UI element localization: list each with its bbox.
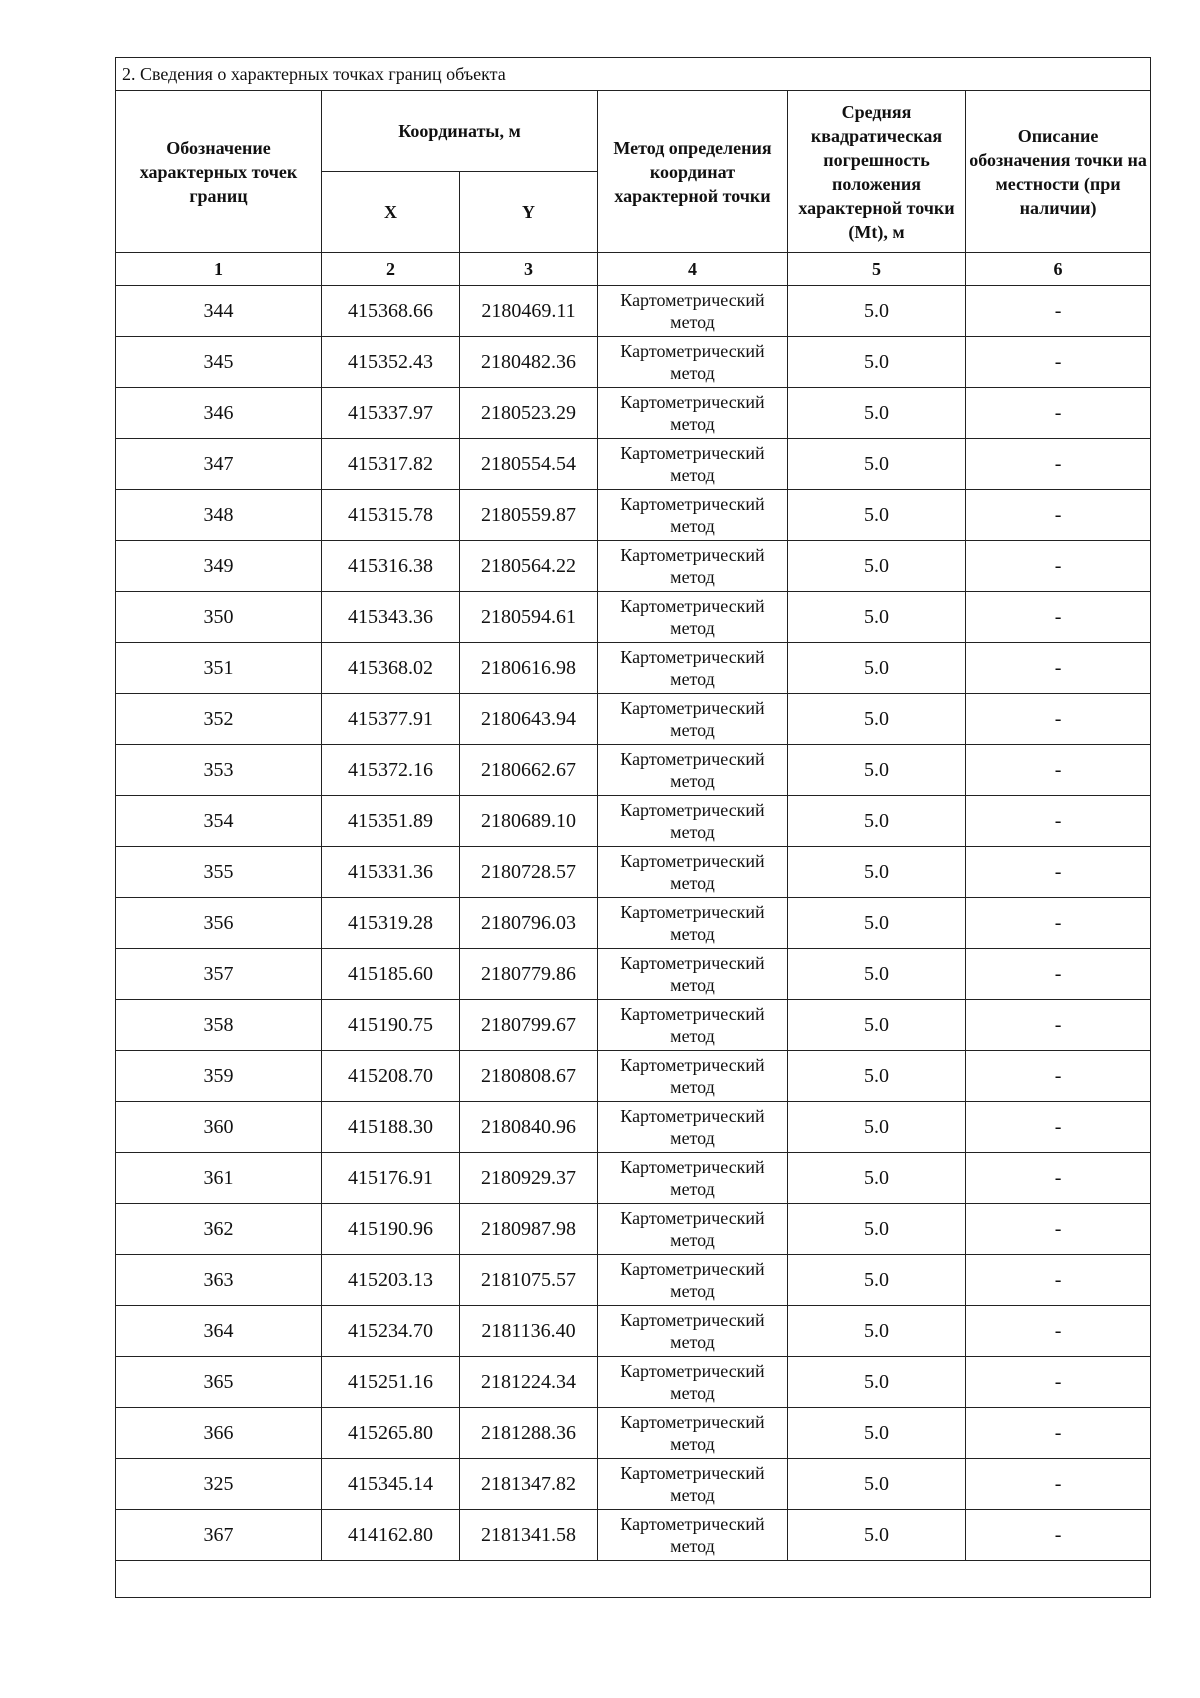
table-row [116, 388, 1151, 439]
y-coordinate-cell: 2180929.37 [460, 1153, 598, 1204]
table-row [116, 490, 1151, 541]
point-cell: 325 [116, 1459, 322, 1510]
point-cell: 347 [116, 439, 322, 490]
error-cell: 5.0 [788, 541, 966, 592]
y-coordinate-cell: 2180799.67 [460, 1000, 598, 1051]
description-cell: - [966, 1408, 1151, 1459]
x-coordinate-cell: 415316.38 [322, 541, 460, 592]
x-coordinate-cell: 415317.82 [322, 439, 460, 490]
empty-footer-row [116, 1561, 1151, 1598]
header-error: Средняя квадратическая погрешность положения характерной точки (Mt), м [788, 91, 966, 253]
method-cell: Картометрический метод [598, 1408, 788, 1459]
point-cell: 364 [116, 1306, 322, 1357]
table-row [116, 898, 1151, 949]
error-cell: 5.0 [788, 796, 966, 847]
y-coordinate-cell: 2180594.61 [460, 592, 598, 643]
method-cell: Картометрический метод [598, 1510, 788, 1561]
point-cell: 359 [116, 1051, 322, 1102]
error-cell: 5.0 [788, 1357, 966, 1408]
error-cell: 5.0 [788, 1000, 966, 1051]
x-coordinate-cell: 415265.80 [322, 1408, 460, 1459]
x-coordinate-cell: 415208.70 [322, 1051, 460, 1102]
method-cell: Картометрический метод [598, 643, 788, 694]
boundary-points-table [115, 57, 1151, 1598]
method-cell: Картометрический метод [598, 286, 788, 337]
table-row [116, 1051, 1151, 1102]
y-coordinate-cell: 2180559.87 [460, 490, 598, 541]
y-coordinate-cell: 2180662.67 [460, 745, 598, 796]
table-row [116, 949, 1151, 1000]
method-cell: Картометрический метод [598, 592, 788, 643]
table-row [116, 1306, 1151, 1357]
x-coordinate-cell: 415319.28 [322, 898, 460, 949]
column-number: 3 [460, 253, 598, 286]
method-cell: Картометрический метод [598, 1357, 788, 1408]
error-cell: 5.0 [788, 286, 966, 337]
x-coordinate-cell: 415352.43 [322, 337, 460, 388]
point-cell: 350 [116, 592, 322, 643]
document-page [115, 57, 1150, 1598]
method-cell: Картометрический метод [598, 388, 788, 439]
y-coordinate-cell: 2180796.03 [460, 898, 598, 949]
method-cell: Картометрический метод [598, 949, 788, 1000]
table-row [116, 847, 1151, 898]
table-row [116, 1510, 1151, 1561]
table-row [116, 337, 1151, 388]
y-coordinate-cell: 2180689.10 [460, 796, 598, 847]
x-coordinate-cell: 415377.91 [322, 694, 460, 745]
description-cell: - [966, 1459, 1151, 1510]
y-coordinate-cell: 2180779.86 [460, 949, 598, 1000]
method-cell: Картометрический метод [598, 541, 788, 592]
header-method: Метод определения координат характерной точки [598, 91, 788, 253]
description-cell: - [966, 541, 1151, 592]
point-cell: 353 [116, 745, 322, 796]
method-cell: Картометрический метод [598, 337, 788, 388]
error-cell: 5.0 [788, 898, 966, 949]
description-cell: - [966, 1204, 1151, 1255]
y-coordinate-cell: 2181075.57 [460, 1255, 598, 1306]
y-coordinate-cell: 2180523.29 [460, 388, 598, 439]
point-cell: 357 [116, 949, 322, 1000]
error-cell: 5.0 [788, 949, 966, 1000]
point-cell: 366 [116, 1408, 322, 1459]
point-cell: 358 [116, 1000, 322, 1051]
error-cell: 5.0 [788, 745, 966, 796]
point-cell: 362 [116, 1204, 322, 1255]
description-cell: - [966, 949, 1151, 1000]
point-cell: 344 [116, 286, 322, 337]
method-cell: Картометрический метод [598, 1306, 788, 1357]
y-coordinate-cell: 2180987.98 [460, 1204, 598, 1255]
error-cell: 5.0 [788, 1408, 966, 1459]
method-cell: Картометрический метод [598, 439, 788, 490]
table-row [116, 1459, 1151, 1510]
point-cell: 355 [116, 847, 322, 898]
y-coordinate-cell: 2180554.54 [460, 439, 598, 490]
header-description: Описание обозначения точки на местности (при наличии) [966, 91, 1151, 253]
table-header [116, 58, 1151, 286]
x-coordinate-cell: 415345.14 [322, 1459, 460, 1510]
column-number: 4 [598, 253, 788, 286]
method-cell: Картометрический метод [598, 1204, 788, 1255]
x-coordinate-cell: 415203.13 [322, 1255, 460, 1306]
y-coordinate-cell: 2181224.34 [460, 1357, 598, 1408]
table-row [116, 541, 1151, 592]
error-cell: 5.0 [788, 1306, 966, 1357]
point-cell: 363 [116, 1255, 322, 1306]
point-cell: 349 [116, 541, 322, 592]
error-cell: 5.0 [788, 1051, 966, 1102]
x-coordinate-cell: 415372.16 [322, 745, 460, 796]
point-cell: 351 [116, 643, 322, 694]
description-cell: - [966, 592, 1151, 643]
error-cell: 5.0 [788, 439, 966, 490]
description-cell: - [966, 490, 1151, 541]
column-number: 5 [788, 253, 966, 286]
method-cell: Картометрический метод [598, 490, 788, 541]
x-coordinate-cell: 415337.97 [322, 388, 460, 439]
error-cell: 5.0 [788, 694, 966, 745]
column-numbers-row [116, 253, 1151, 286]
description-cell: - [966, 1000, 1151, 1051]
table-row [116, 1357, 1151, 1408]
x-coordinate-cell: 415234.70 [322, 1306, 460, 1357]
description-cell: - [966, 898, 1151, 949]
point-cell: 356 [116, 898, 322, 949]
table-row [116, 1408, 1151, 1459]
error-cell: 5.0 [788, 1255, 966, 1306]
x-coordinate-cell: 415331.36 [322, 847, 460, 898]
error-cell: 5.0 [788, 490, 966, 541]
x-coordinate-cell: 415368.66 [322, 286, 460, 337]
error-cell: 5.0 [788, 643, 966, 694]
y-coordinate-cell: 2181288.36 [460, 1408, 598, 1459]
point-cell: 365 [116, 1357, 322, 1408]
description-cell: - [966, 1153, 1151, 1204]
point-cell: 367 [116, 1510, 322, 1561]
y-coordinate-cell: 2180616.98 [460, 643, 598, 694]
y-coordinate-cell: 2180482.36 [460, 337, 598, 388]
description-cell: - [966, 337, 1151, 388]
description-cell: - [966, 286, 1151, 337]
table-row [116, 1255, 1151, 1306]
point-cell: 360 [116, 1102, 322, 1153]
table-row [116, 1153, 1151, 1204]
table-row [116, 1000, 1151, 1051]
point-cell: 354 [116, 796, 322, 847]
point-cell: 345 [116, 337, 322, 388]
column-number: 6 [966, 253, 1151, 286]
method-cell: Картометрический метод [598, 1051, 788, 1102]
section-caption: 2. Сведения о характерных точках границ объекта [116, 58, 1151, 91]
x-coordinate-cell: 415176.91 [322, 1153, 460, 1204]
table-row [116, 439, 1151, 490]
description-cell: - [966, 1357, 1151, 1408]
x-coordinate-cell: 415190.75 [322, 1000, 460, 1051]
description-cell: - [966, 643, 1151, 694]
method-cell: Картометрический метод [598, 1255, 788, 1306]
description-cell: - [966, 1255, 1151, 1306]
y-coordinate-cell: 2181347.82 [460, 1459, 598, 1510]
method-cell: Картометрический метод [598, 1153, 788, 1204]
x-coordinate-cell: 415251.16 [322, 1357, 460, 1408]
description-cell: - [966, 745, 1151, 796]
method-cell: Картометрический метод [598, 1000, 788, 1051]
table-row [116, 592, 1151, 643]
y-coordinate-cell: 2180840.96 [460, 1102, 598, 1153]
method-cell: Картометрический метод [598, 847, 788, 898]
description-cell: - [966, 1510, 1151, 1561]
y-coordinate-cell: 2181136.40 [460, 1306, 598, 1357]
error-cell: 5.0 [788, 388, 966, 439]
error-cell: 5.0 [788, 1459, 966, 1510]
description-cell: - [966, 439, 1151, 490]
method-cell: Картометрический метод [598, 1102, 788, 1153]
x-coordinate-cell: 415368.02 [322, 643, 460, 694]
header-y: Y [460, 172, 598, 253]
description-cell: - [966, 796, 1151, 847]
table-row [116, 286, 1151, 337]
table-row [116, 796, 1151, 847]
error-cell: 5.0 [788, 337, 966, 388]
error-cell: 5.0 [788, 1204, 966, 1255]
x-coordinate-cell: 415188.30 [322, 1102, 460, 1153]
column-number: 2 [322, 253, 460, 286]
point-cell: 352 [116, 694, 322, 745]
y-coordinate-cell: 2180728.57 [460, 847, 598, 898]
description-cell: - [966, 1306, 1151, 1357]
method-cell: Картометрический метод [598, 796, 788, 847]
x-coordinate-cell: 415315.78 [322, 490, 460, 541]
point-cell: 361 [116, 1153, 322, 1204]
y-coordinate-cell: 2180469.11 [460, 286, 598, 337]
table-body [116, 286, 1151, 1561]
table-row [116, 1204, 1151, 1255]
description-cell: - [966, 1051, 1151, 1102]
table-row [116, 1102, 1151, 1153]
header-coordinates: Координаты, м [322, 91, 598, 172]
x-coordinate-cell: 415351.89 [322, 796, 460, 847]
empty-footer-cell [116, 1561, 1151, 1598]
method-cell: Картометрический метод [598, 694, 788, 745]
method-cell: Картометрический метод [598, 898, 788, 949]
y-coordinate-cell: 2181341.58 [460, 1510, 598, 1561]
x-coordinate-cell: 415343.36 [322, 592, 460, 643]
table-row [116, 643, 1151, 694]
description-cell: - [966, 847, 1151, 898]
header-designation: Обозначение характерных точек границ [116, 91, 322, 253]
y-coordinate-cell: 2180564.22 [460, 541, 598, 592]
y-coordinate-cell: 2180808.67 [460, 1051, 598, 1102]
y-coordinate-cell: 2180643.94 [460, 694, 598, 745]
method-cell: Картометрический метод [598, 745, 788, 796]
x-coordinate-cell: 415185.60 [322, 949, 460, 1000]
x-coordinate-cell: 414162.80 [322, 1510, 460, 1561]
error-cell: 5.0 [788, 847, 966, 898]
column-number: 1 [116, 253, 322, 286]
error-cell: 5.0 [788, 592, 966, 643]
error-cell: 5.0 [788, 1153, 966, 1204]
point-cell: 348 [116, 490, 322, 541]
method-cell: Картометрический метод [598, 1459, 788, 1510]
description-cell: - [966, 1102, 1151, 1153]
error-cell: 5.0 [788, 1102, 966, 1153]
table-row [116, 694, 1151, 745]
description-cell: - [966, 694, 1151, 745]
x-coordinate-cell: 415190.96 [322, 1204, 460, 1255]
description-cell: - [966, 388, 1151, 439]
error-cell: 5.0 [788, 1510, 966, 1561]
header-x: X [322, 172, 460, 253]
table-row [116, 745, 1151, 796]
point-cell: 346 [116, 388, 322, 439]
